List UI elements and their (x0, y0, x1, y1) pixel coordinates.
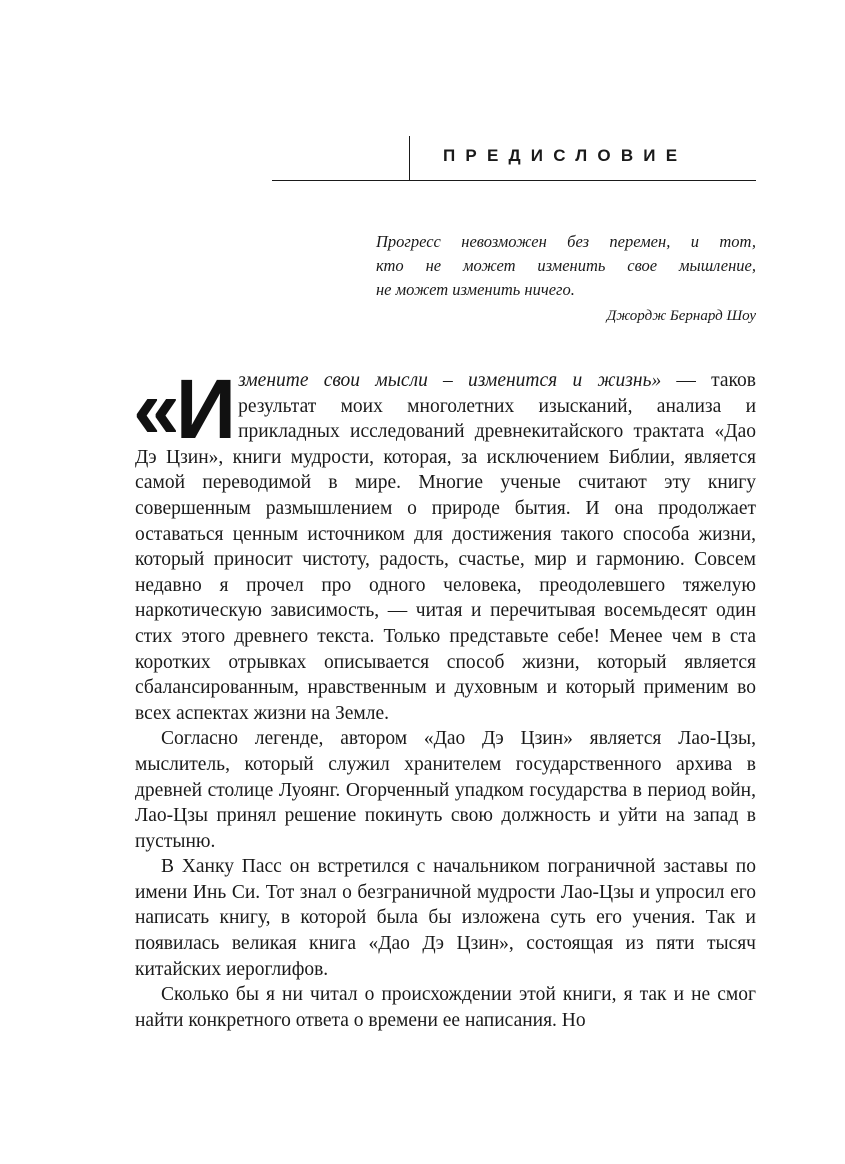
epigraph-line: кто не может изменить свое мышление, (376, 256, 756, 275)
epigraph (376, 230, 756, 328)
epigraph-author: Джордж Бернард Шоу (606, 308, 756, 324)
chapter-title: ПРЕДИСЛОВИЕ (443, 146, 688, 165)
opening-quote-italic: змените свои мысли – изменится и жизнь» (238, 370, 662, 391)
header-vertical-divider (409, 136, 410, 181)
epigraph-line: не может изменить ничего. (376, 280, 575, 299)
paragraph: Согласно легенде, автором «Дао Дэ Цзин» является Лао-Цзы, мыслитель, который служил хранителем государственного архива в древней столице Луоянг. Огорченный упадком государства в период войн, Лао-Цзы принял решение покинуть свою должность и уйти на запад в пустыню. (135, 728, 756, 852)
body-text (133, 362, 756, 1033)
header-horizontal-rule (272, 180, 756, 181)
paragraph (133, 362, 756, 726)
paragraph: В Ханку Пасс он встретился с начальником пограничной заставы по имени Инь Си. Тот знал о безграничной мудрости Лао-Цзы и упросил его написать книгу, в которой была бы изложена суть его учения. Так и появилась великая книга «Дао Дэ Цзин», состоящая из пяти тысяч китайских иероглифов. (135, 856, 756, 980)
paragraph: Сколько бы я ни читал о происхождении этой книги, я так и не смог найти конкретного ответа о времени ее написания. Но (135, 984, 756, 1031)
epigraph-line: Прогресс невозможен без перемен, и тот, (376, 232, 756, 251)
paragraph-text: — таков результат моих многолетних изысканий, анализа и прикладных исследований древнекитайского трактата «Дао Дэ Цзин», книги мудрости, которая, за исключением Библии, является самой переводимой в мире. Многие ученые считают эту книгу совершенным размышлением о природе бытия. И она продолжает оставаться ценным источником для достижения такого способа жизни, который приносит чистоту, радость, счастье, мир и гармонию. Совсем недавно я прочел про одного человека, преодолевшего тяжелую наркотическую зависимость, — читая и перечитывая восемьдесят один стих этого древнего текста. Только представьте себе! Менее чем в ста коротких отрывках описывается способ жизни, который является сбалансированным, нравственным и духовным и который применим во всех аспектах жизни на Земле. (135, 370, 756, 724)
drop-cap: «И (133, 362, 233, 456)
